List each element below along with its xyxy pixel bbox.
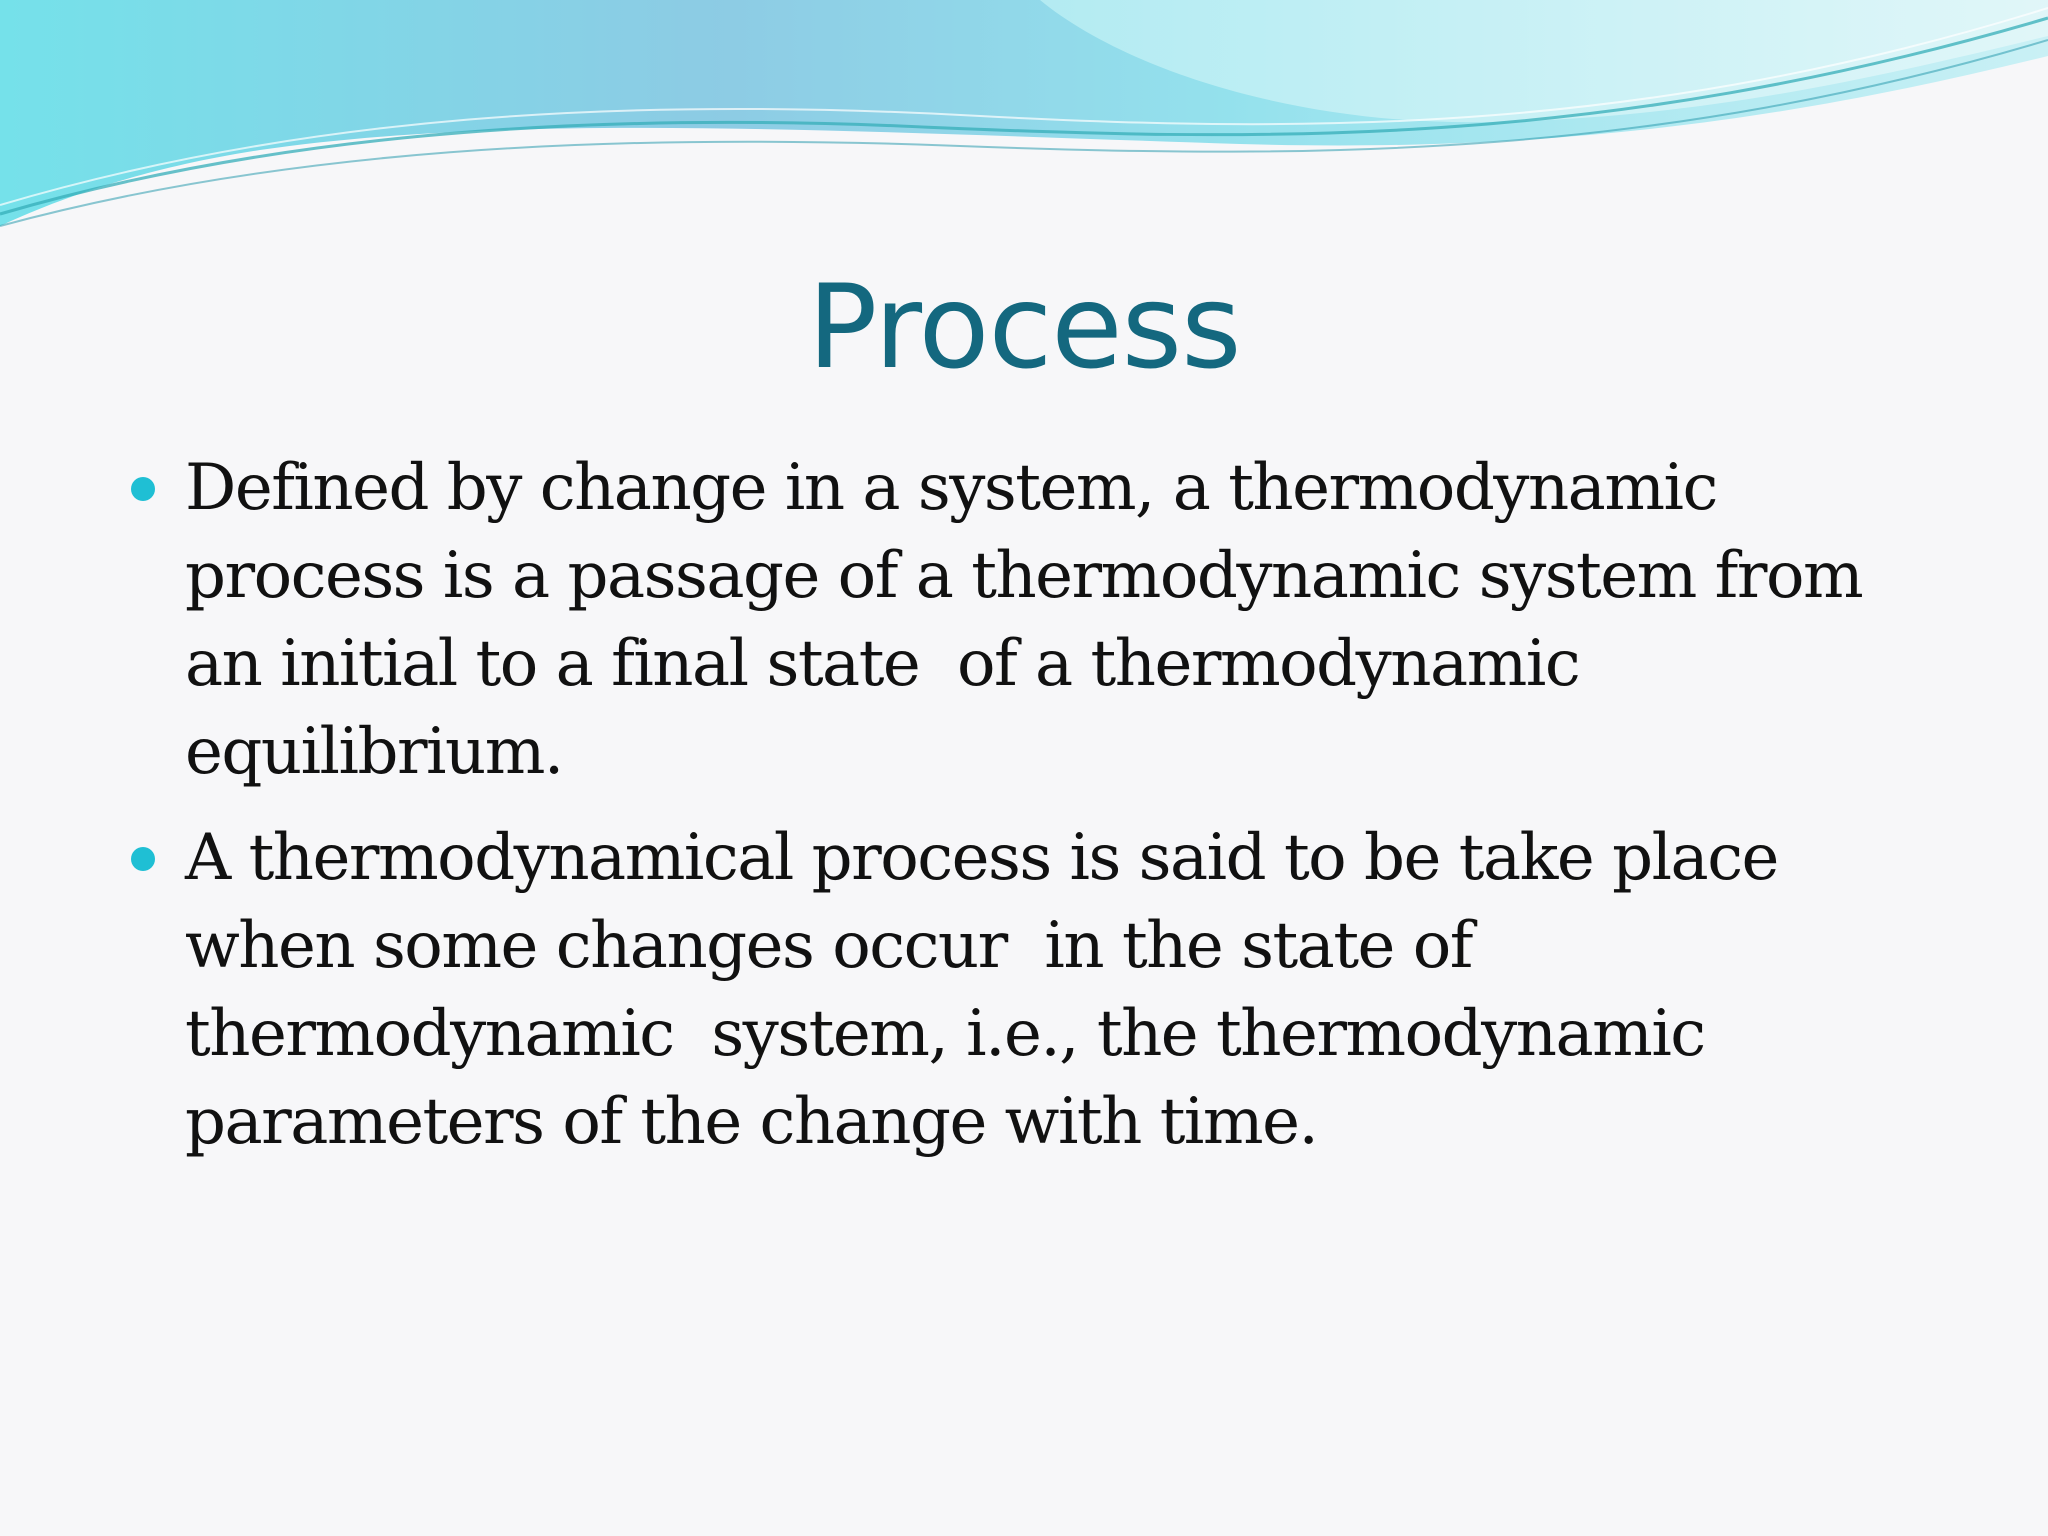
bullet-item (185, 444, 1905, 796)
bullet-dot-icon (131, 847, 155, 871)
bullet-list (185, 444, 1905, 1184)
bullet-text: Defined by change in a system, a thermodynamic process is a passage of a thermodynamic system from an initial to a final state of a thermodynamic equilibrium. (185, 451, 1881, 789)
bullet-text: A thermodynamical process is said to be take place when some changes occur in the state of thermodynamic system, i.e., the thermodynamic parameters of the change with time. (185, 821, 1797, 1159)
bullet-dot-icon (131, 477, 155, 501)
bullet-item (185, 814, 1905, 1166)
decorative-wave-header (0, 0, 2048, 240)
slide-title: Process (807, 260, 1241, 395)
